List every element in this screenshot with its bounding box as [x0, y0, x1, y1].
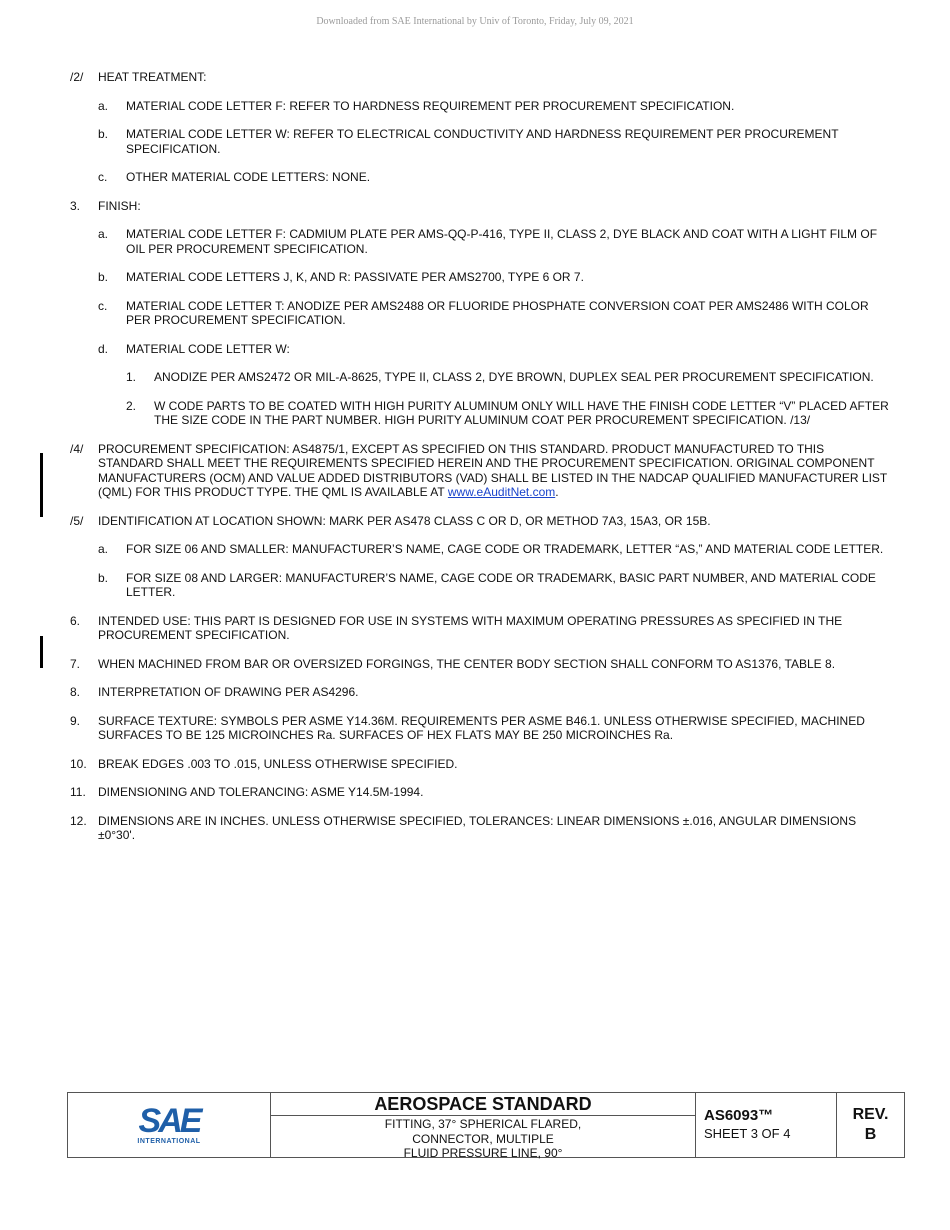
document-cell	[696, 1093, 837, 1157]
note-title: HEAT TREATMENT:	[98, 70, 207, 84]
item-letter: c.	[98, 298, 108, 313]
note-number: /4/	[70, 441, 84, 456]
note-number: 7.	[70, 656, 81, 671]
note-text: IDENTIFICATION AT LOCATION SHOWN: MARK PER AS478 CLASS C OR D, OR METHOD 7A3, 15A3, OR 15B.	[98, 513, 711, 528]
item-number: 1.	[126, 370, 137, 384]
note-text: PROCUREMENT SPECIFICATION: AS4875/1, EXCEPT AS SPECIFIED ON THIS STANDARD. PRODUCT MANUFACTURED TO THIS STANDARD SHALL MEET THE REQUIREMENTS SPECIFIED HEREIN AND THE PROCUREMENT SPECIFICATION. ORIGINAL COMPONENT MANUFACTURERS (OCM) AND VALUE ADDED DISTRIBUTORS (VAD) SHALL BE LISTED IN THE NADCAP QUALIFIED MANUFACTURER LIST (QML) FOR THIS PRODUCT TYPE. THE QML IS AVAILABLE AT	[98, 441, 888, 499]
note-text: DIMENSIONS ARE IN INCHES. UNLESS OTHERWISE SPECIFIED, TOLERANCES: LINEAR DIMENSIONS ±.016, ANGULAR DIMENSIONS ±0°30'.	[98, 813, 857, 842]
eauditnet-link[interactable]: www.eAuditNet.com	[447, 485, 556, 499]
note-procurement	[70, 442, 890, 500]
item-letter: a.	[98, 542, 109, 556]
item-text: MATERIAL CODE LETTERS J, K, AND R: PASSIVATE PER AMS2700, TYPE 6 OR 7.	[126, 270, 584, 284]
item-letter: c.	[98, 170, 108, 184]
note-surface-texture	[70, 714, 890, 743]
standard-heading: AEROSPACE STANDARD	[271, 1093, 695, 1116]
note-number: /2/	[70, 70, 84, 84]
note-text: INTERPRETATION OF DRAWING PER AS4296.	[98, 685, 359, 699]
change-bar	[40, 453, 43, 517]
note-machining	[70, 657, 890, 672]
list-item	[70, 571, 890, 600]
item-letter: a.	[98, 98, 109, 113]
list-item	[70, 99, 890, 114]
list-item	[70, 342, 890, 357]
note-number: 9.	[70, 713, 81, 728]
title-cell	[271, 1093, 696, 1160]
description-line: CONNECTOR, MULTIPLE	[412, 1131, 554, 1146]
note-intended-use	[70, 614, 890, 643]
item-number: 2.	[126, 398, 137, 413]
title-block	[67, 1092, 905, 1158]
change-bar	[40, 636, 43, 668]
note-dimensioning	[70, 785, 890, 800]
note-number: 6.	[70, 613, 81, 628]
note-text: DIMENSIONING AND TOLERANCING: ASME Y14.5M-1994.	[98, 785, 424, 799]
item-text: MATERIAL CODE LETTER W: REFER TO ELECTRICAL CONDUCTIVITY AND HARDNESS REQUIREMENT PER PROCUREMENT SPECIFICATION.	[126, 127, 839, 156]
item-text: FOR SIZE 06 AND SMALLER: MANUFACTURER’S NAME, CAGE CODE OR TRADEMARK, LETTER “AS,” AND MATERIAL CODE LETTER.	[126, 542, 884, 556]
note-number: 11.	[70, 785, 86, 799]
note-heat-treatment	[70, 70, 890, 85]
note-number: 12.	[70, 813, 87, 828]
item-letter: a.	[98, 227, 109, 241]
note-dimensions	[70, 814, 890, 843]
note-text: SURFACE TEXTURE: SYMBOLS PER ASME Y14.36M. REQUIREMENTS PER ASME B46.1. UNLESS OTHERWISE SPECIFIED, MACHINED SURFACES TO BE 125 MICROINCHES Ra. SURFACES OF HEX FLATS MAY BE 250 MICROINCHES Ra.	[98, 713, 865, 742]
item-text: W CODE PARTS TO BE COATED WITH HIGH PURITY ALUMINUM ONLY WILL HAVE THE FINISH CODE LETTER “V” PLACED AFTER THE SIZE CODE IN THE PART NUMBER. HIGH PURITY ALUMINUM COAT PER PROCUREMENT SPECIFICATION. /13/	[154, 398, 889, 427]
item-text: ANODIZE PER AMS2472 OR MIL-A-8625, TYPE II, CLASS 2, DYE BROWN, DUPLEX SEAL PER PROCUREMENT SPECIFICATION.	[154, 370, 874, 384]
item-text: MATERIAL CODE LETTER W:	[126, 341, 290, 356]
description-line: FITTING, 37° SPHERICAL FLARED,	[384, 1117, 582, 1131]
sae-logo-subtitle: INTERNATIONAL	[137, 1137, 201, 1145]
item-letter: b.	[98, 127, 109, 141]
list-item	[70, 170, 890, 185]
general-notes	[70, 70, 890, 843]
revision-label: REV.	[852, 1106, 889, 1123]
note-identification	[70, 514, 890, 529]
note-title: FINISH:	[98, 198, 141, 213]
list-item	[70, 227, 890, 256]
sae-logo	[68, 1093, 271, 1157]
revision-cell	[837, 1093, 904, 1157]
note-text: INTENDED USE: THIS PART IS DESIGNED FOR USE IN SYSTEMS WITH MAXIMUM OPERATING PRESSURES AS SPECIFIED IN THE PROCUREMENT SPECIFICATION.	[98, 613, 843, 642]
document-number: AS6093™	[704, 1107, 774, 1124]
note-interpretation	[70, 685, 890, 700]
list-item	[70, 270, 890, 285]
description-line: FLUID PRESSURE LINE, 90°	[403, 1146, 563, 1160]
note-finish	[70, 199, 890, 214]
list-item	[70, 299, 890, 328]
item-text: MATERIAL CODE LETTER F: CADMIUM PLATE PER AMS-QQ-P-416, TYPE II, CLASS 2, DYE BLACK AND COAT WITH A LIGHT FILM OF OIL PER PROCUREMENT SPECIFICATION.	[126, 227, 878, 256]
note-number: 3.	[70, 198, 81, 213]
list-item	[70, 370, 890, 385]
note-number: /5/	[70, 513, 84, 528]
item-letter: d.	[98, 341, 109, 356]
download-watermark: Downloaded from SAE International by Univ of Toronto, Friday, July 09, 2021	[316, 16, 634, 27]
note-text: BREAK EDGES .003 TO .015, UNLESS OTHERWISE SPECIFIED.	[98, 756, 458, 771]
note-number: 10.	[70, 756, 87, 771]
list-item	[70, 399, 890, 428]
item-letter: b.	[98, 570, 109, 585]
note-text: WHEN MACHINED FROM BAR OR OVERSIZED FORGINGS, THE CENTER BODY SECTION SHALL CONFORM TO AS1376, TABLE 8.	[98, 656, 836, 671]
sheet-number: SHEET 3 OF 4	[704, 1126, 791, 1141]
item-letter: b.	[98, 270, 109, 284]
item-text: FOR SIZE 08 AND LARGER: MANUFACTURER’S NAME, CAGE CODE OR TRADEMARK, BASIC PART NUMBER, AND MATERIAL CODE LETTER.	[126, 570, 876, 599]
item-text: OTHER MATERIAL CODE LETTERS: NONE.	[126, 170, 371, 184]
note-break-edges	[70, 757, 890, 772]
list-item	[70, 127, 890, 156]
sae-logo-mark: SAE	[138, 1101, 200, 1140]
note-number: 8.	[70, 685, 81, 699]
list-item	[70, 542, 890, 557]
item-text: MATERIAL CODE LETTER F: REFER TO HARDNESS REQUIREMENT PER PROCUREMENT SPECIFICATION.	[126, 98, 735, 113]
note-text-end: .	[555, 485, 559, 499]
revision-value: B	[864, 1126, 877, 1143]
item-text: MATERIAL CODE LETTER T: ANODIZE PER AMS2488 OR FLUORIDE PHOSPHATE CONVERSION COAT PER AMS2486 WITH COLOR PER PROCUREMENT SPECIFICATION.	[126, 298, 869, 327]
part-description	[271, 1116, 695, 1161]
